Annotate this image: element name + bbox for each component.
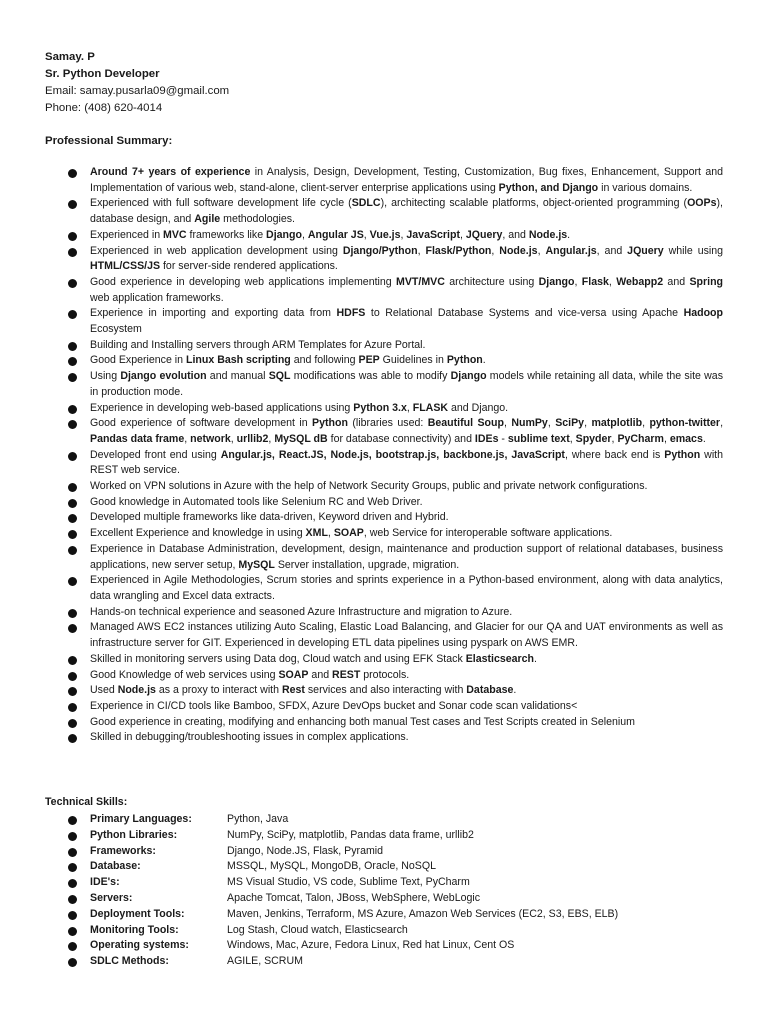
bullet-icon	[68, 279, 77, 288]
summary-item-text: Good experience in creating, modifying and enhancing both manual Test cases and Test Scripts created in Selenium	[90, 715, 635, 728]
bullet-icon	[68, 577, 77, 586]
summary-item	[0, 401, 723, 417]
bullet-icon	[68, 357, 77, 366]
summary-item-text: Developed multiple frameworks like data-driven, Keyword driven and Hybrid.	[90, 511, 449, 524]
summary-item	[0, 244, 723, 275]
contact-email: Email: samay.pusarla09@gmail.com	[45, 85, 230, 97]
summary-item-text: Experience in developing web-based applications using Python 3.x, FLASK and Django.	[90, 401, 509, 414]
summary-item-text: Managed AWS EC2 instances utilizing Auto Scaling, Elastic Load Balancing, and Glacier for our QA and UAT environments as well as infrastructure server for GIT. Experienced in developing ETL data pipelines using pyspark on AWS EMR.	[90, 621, 723, 650]
bullet-icon	[68, 609, 77, 618]
bullet-icon	[68, 832, 77, 841]
summary-item-text: Worked on VPN solutions in Azure with the help of Network Security Groups, public and private network configurations.	[90, 480, 648, 493]
technical-skills-list	[0, 812, 723, 970]
bullet-icon	[68, 942, 77, 951]
bullet-icon	[68, 816, 77, 825]
skill-row	[0, 891, 723, 907]
skill-row	[0, 923, 723, 939]
summary-item	[0, 730, 723, 746]
bullet-icon	[68, 530, 77, 539]
summary-item	[0, 416, 723, 447]
summary-item	[0, 573, 723, 604]
summary-item	[0, 275, 723, 306]
summary-item-text: Good experience in developing web applications implementing MVT/MVC architecture using Django, Flask, Webapp2 and Spring web application frameworks.	[90, 275, 724, 304]
bullet-icon	[68, 248, 77, 257]
summary-item	[0, 510, 723, 526]
summary-item	[0, 353, 723, 369]
summary-item-text: Building and Installing servers through ARM Templates for Azure Portal.	[90, 338, 426, 351]
skill-label: Operating systems:	[90, 939, 189, 952]
bullet-icon	[68, 958, 77, 967]
skill-value: MSSQL, MySQL, MongoDB, Oracle, NoSQL	[227, 860, 437, 873]
summary-item-text: Good Knowledge of web services using SOAP and REST protocols.	[90, 668, 410, 681]
bullet-icon	[68, 895, 77, 904]
summary-item	[0, 652, 723, 668]
skill-row	[0, 907, 723, 923]
summary-item	[0, 699, 723, 715]
bullet-icon	[68, 420, 77, 429]
summary-item-text: Skilled in debugging/troubleshooting issues in complex applications.	[90, 731, 409, 744]
summary-item-text: Skilled in monitoring servers using Data dog, Cloud watch and using EFK Stack Elasticsearch.	[90, 652, 537, 665]
skill-label: SDLC Methods:	[90, 955, 169, 968]
skill-label: IDE's:	[90, 876, 120, 889]
skill-value: Python, Java	[227, 813, 289, 825]
bullet-icon	[68, 499, 77, 508]
skill-label: Deployment Tools:	[90, 907, 185, 920]
skill-value: Maven, Jenkins, Terraform, MS Azure, Amazon Web Services (EC2, S3, EBS, ELB)	[227, 907, 619, 920]
bullet-icon	[68, 342, 77, 351]
bullet-icon	[68, 879, 77, 888]
skill-label: Primary Languages:	[90, 813, 192, 825]
bullet-icon	[68, 848, 77, 857]
summary-item	[0, 228, 723, 244]
skill-value: MS Visual Studio, VS code, Sublime Text, PyCharm	[227, 876, 470, 889]
bullet-icon	[68, 200, 77, 209]
summary-item	[0, 369, 723, 400]
summary-item	[0, 620, 723, 651]
summary-item-text: Excellent Experience and knowledge in using XML, SOAP, web Service for interoperable software applications.	[90, 527, 613, 540]
skill-row	[0, 859, 723, 875]
skill-value: Django, Node.JS, Flask, Pyramid	[227, 844, 384, 857]
candidate-title: Sr. Python Developer	[45, 68, 160, 80]
summary-item	[0, 683, 723, 699]
summary-item-text: Good Experience in Linux Bash scripting and following PEP Guidelines in Python.	[90, 354, 486, 367]
skill-row	[0, 954, 723, 970]
summary-item-text: Around 7+ years of experience in Analysis, Design, Development, Testing, Customization, Bug fixes, Enhancement, Support and Implementation of various web, stand-alone, client-server enterprise applications using Python, and Django in various domains.	[90, 166, 723, 194]
skill-label: Servers:	[90, 891, 133, 904]
bullet-icon	[68, 310, 77, 319]
bullet-icon	[68, 483, 77, 492]
skill-label: Monitoring Tools:	[90, 923, 179, 936]
skill-row	[0, 938, 723, 954]
summary-item	[0, 542, 723, 573]
skill-row	[0, 844, 723, 860]
skill-value: Log Stash, Cloud watch, Elasticsearch	[227, 923, 408, 936]
bullet-icon	[68, 719, 77, 728]
summary-item-text: Experience in Database Administration, development, design, maintenance and production support of relational databases, business applications, new server setup, MySQL Server installation, upgrade, migration.	[90, 542, 723, 571]
summary-item-text: Experience in CI/CD tools like Bamboo, SFDX, Azure DevOps bucket and Sonar code scan validations<	[90, 699, 578, 712]
summary-item	[0, 196, 723, 227]
summary-item	[0, 495, 723, 511]
skill-label: Python Libraries:	[90, 828, 178, 841]
bullet-icon	[68, 624, 77, 633]
summary-item-text: Experienced with full software development life cycle (SDLC), architecting scalable platforms, object-oriented programming (OOPs), database design, and Agile methodologies.	[90, 197, 723, 226]
bullet-icon	[68, 703, 77, 712]
contact-header	[45, 49, 229, 117]
summary-item-text: Developed front end using Angular.js, React.JS, Node.js, bootstrap.js, backbone.js, JavaScript, where back end is Python with REST web service.	[90, 448, 724, 477]
bullet-icon	[68, 863, 77, 872]
skill-value: Windows, Mac, Azure, Fedora Linux, Red hat Linux, Cent OS	[227, 939, 515, 952]
skill-row	[0, 828, 723, 844]
summary-item	[0, 165, 723, 196]
bullet-icon	[68, 546, 77, 555]
summary-item-text: Experienced in MVC frameworks like Django, Angular JS, Vue.js, JavaScript, JQuery, and Node.js.	[90, 228, 571, 241]
summary-item-text: Experienced in Agile Methodologies, Scrum stories and sprints experience in a Python-based environment, along with data analytics, data wrangling and Excel data extracts.	[90, 574, 723, 602]
bullet-icon	[68, 373, 77, 382]
bullet-icon	[68, 734, 77, 743]
candidate-name: Samay. P	[45, 51, 95, 63]
skill-value: NumPy, SciPy, matplotlib, Pandas data frame, urllib2	[227, 828, 474, 841]
skill-row	[0, 875, 723, 891]
bullet-icon	[68, 687, 77, 696]
professional-summary-list	[0, 165, 723, 746]
summary-item	[0, 526, 723, 542]
skill-label: Frameworks:	[90, 844, 156, 857]
technical-skills-heading: Technical Skills:	[45, 796, 128, 808]
skill-value: AGILE, SCRUM	[227, 955, 303, 968]
summary-item-text: Good knowledge in Automated tools like Selenium RC and Web Driver.	[90, 495, 423, 508]
summary-item	[0, 479, 723, 495]
bullet-icon	[68, 514, 77, 523]
summary-item	[0, 715, 723, 731]
summary-item-text: Hands-on technical experience and seasoned Azure Infrastructure and migration to Azure.	[90, 605, 513, 618]
summary-item-text: Experienced in web application development using Django/Python, Flask/Python, Node.js, Angular.js, and JQuery while using HTML/CSS/JS for server-side rendered applications.	[90, 244, 724, 273]
summary-item-text: Using Django evolution and manual SQL modifications was able to modify Django models while retaining all data, while the site was in production mode.	[90, 370, 723, 398]
bullet-icon	[68, 452, 77, 461]
skill-label: Database:	[90, 860, 141, 873]
bullet-icon	[68, 927, 77, 936]
summary-item	[0, 448, 723, 479]
bullet-icon	[68, 656, 77, 665]
contact-phone: Phone: (408) 620-4014	[45, 102, 163, 114]
summary-item	[0, 338, 723, 354]
summary-item-text: Good experience of software development in Python (libraries used: Beautiful Soup, NumPy, SciPy, matplotlib, python-twitter, Pandas data frame, network, urllib2, MySQL dB for database connectivity) and IDEs - sublime text, Spyder, PyCharm, emacs.	[90, 417, 724, 445]
professional-summary-heading: Professional Summary:	[45, 135, 173, 147]
summary-item	[0, 668, 723, 684]
bullet-icon	[68, 672, 77, 681]
skill-row	[0, 812, 723, 828]
skill-value: Apache Tomcat, Talon, JBoss, WebSphere, WebLogic	[227, 891, 481, 904]
summary-item-text: Experience in importing and exporting data from HDFS to Relational Database Systems and vice-versa using Apache Hadoop Ecosystem	[90, 307, 723, 336]
summary-item	[0, 306, 723, 337]
bullet-icon	[68, 169, 77, 178]
summary-item-text: Used Node.js as a proxy to interact with Rest services and also interacting with Database.	[90, 684, 517, 697]
summary-item	[0, 605, 723, 621]
bullet-icon	[68, 911, 77, 920]
bullet-icon	[68, 405, 77, 414]
bullet-icon	[68, 232, 77, 241]
